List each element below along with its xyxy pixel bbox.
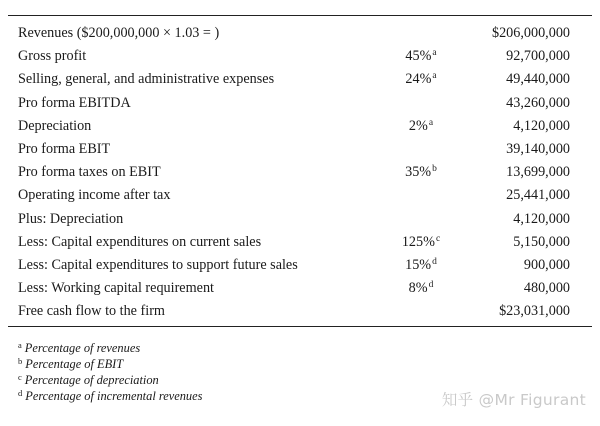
percentage-text: 45% [405, 48, 432, 65]
footnote-reference: d [432, 256, 437, 267]
table-row [18, 22, 582, 45]
percentage-value [405, 257, 437, 274]
row-percentage [363, 277, 463, 300]
percentage-value [405, 48, 436, 65]
row-label: Free cash flow to the firm [18, 303, 165, 320]
footnote-mark: c [18, 372, 22, 382]
percentage-value [405, 164, 437, 181]
percentage-value [405, 71, 436, 88]
row-percentage [363, 68, 463, 91]
row-amount: 92,700,000 [506, 48, 570, 65]
row-label: Pro forma taxes on EBIT [18, 164, 161, 181]
row-amount: 4,120,000 [513, 210, 570, 227]
row-percentage [363, 300, 463, 323]
footnote-reference: a [432, 71, 437, 82]
row-label: Selling, general, and administrative expenses [18, 71, 275, 88]
row-percentage [363, 115, 463, 138]
table-top-rule [8, 15, 592, 16]
row-percentage [363, 138, 463, 161]
footnote-reference: c [435, 233, 441, 244]
percentage-text: 2% [408, 117, 428, 134]
table-row [18, 68, 582, 91]
row-label: Operating income after tax [18, 187, 171, 204]
table-row [18, 231, 582, 254]
row-label: Less: Capital expenditures on current sales [18, 233, 262, 250]
row-label: Revenues ($200,000,000 × 1.03 = ) [18, 25, 220, 42]
row-label: Less: Working capital requirement [18, 280, 214, 297]
footnote [18, 372, 418, 388]
footnote-mark: b [18, 356, 23, 366]
watermark: 知乎 @Mr Figurant [441, 391, 586, 409]
table-row [18, 138, 582, 161]
footnote-reference: b [432, 164, 437, 175]
cash-flow-table [18, 22, 582, 323]
percentage-value [421, 187, 422, 204]
row-percentage [363, 92, 463, 115]
percentage-value [402, 234, 440, 251]
percentage-text: 35% [405, 164, 432, 181]
footnote-reference: d [428, 280, 434, 291]
table-row [18, 300, 582, 323]
footnote [18, 340, 418, 356]
row-percentage [363, 184, 463, 207]
table-bottom-rule [8, 326, 592, 327]
footnote-mark: d [18, 388, 23, 398]
row-label: Depreciation [18, 117, 92, 134]
row-percentage [363, 208, 463, 231]
row-amount: 900,000 [523, 256, 570, 273]
table-row [18, 254, 582, 277]
row-amount: 13,699,000 [506, 164, 570, 181]
row-amount: 43,260,000 [506, 94, 570, 111]
table-row [18, 208, 582, 231]
percentage-text: 125% [401, 233, 435, 250]
row-label: Pro forma EBITDA [18, 94, 131, 111]
percentage-value [421, 141, 422, 158]
row-amount: 49,440,000 [506, 71, 570, 88]
table-row [18, 115, 582, 138]
row-label: Gross profit [18, 48, 87, 65]
percentage-value [421, 95, 422, 112]
footnote-text: Percentage of EBIT [25, 357, 124, 371]
row-amount: 39,140,000 [506, 141, 570, 158]
row-amount: 5,150,000 [513, 233, 570, 250]
table-row [18, 92, 582, 115]
footnote [18, 356, 418, 372]
table-row [18, 161, 582, 184]
table-row [18, 184, 582, 207]
footnote-reference: a [432, 48, 437, 59]
row-label: Less: Capital expenditures to support future sales [18, 256, 298, 273]
row-percentage [363, 45, 463, 68]
row-label: Pro forma EBIT [18, 141, 111, 158]
footnotes [18, 340, 418, 404]
percentage-text: 8% [408, 280, 428, 297]
percentage-value [421, 211, 422, 228]
footnote-text: Percentage of revenues [24, 341, 141, 355]
percentage-value [409, 280, 434, 297]
percentage-value [421, 303, 422, 320]
row-amount: $206,000,000 [491, 25, 570, 42]
footnote-text: Percentage of incremental revenues [25, 389, 203, 403]
table-row [18, 45, 582, 68]
table-row [18, 277, 582, 300]
footnote-reference: a [428, 117, 434, 128]
row-amount: $23,031,000 [499, 303, 570, 320]
row-amount: 4,120,000 [513, 117, 570, 134]
row-amount: 25,441,000 [506, 187, 570, 204]
row-label: Plus: Depreciation [18, 210, 124, 227]
footnote-mark: a [18, 340, 22, 350]
percentage-text: 24% [405, 71, 432, 88]
footnote-text: Percentage of depreciation [24, 373, 159, 387]
row-amount: 480,000 [523, 280, 570, 297]
percentage-value [409, 118, 433, 135]
percentage-text: 15% [405, 256, 432, 273]
percentage-value [421, 25, 422, 42]
row-percentage [363, 22, 463, 45]
row-percentage [363, 231, 463, 254]
footnote [18, 388, 418, 404]
row-percentage [363, 161, 463, 184]
row-percentage [363, 254, 463, 277]
